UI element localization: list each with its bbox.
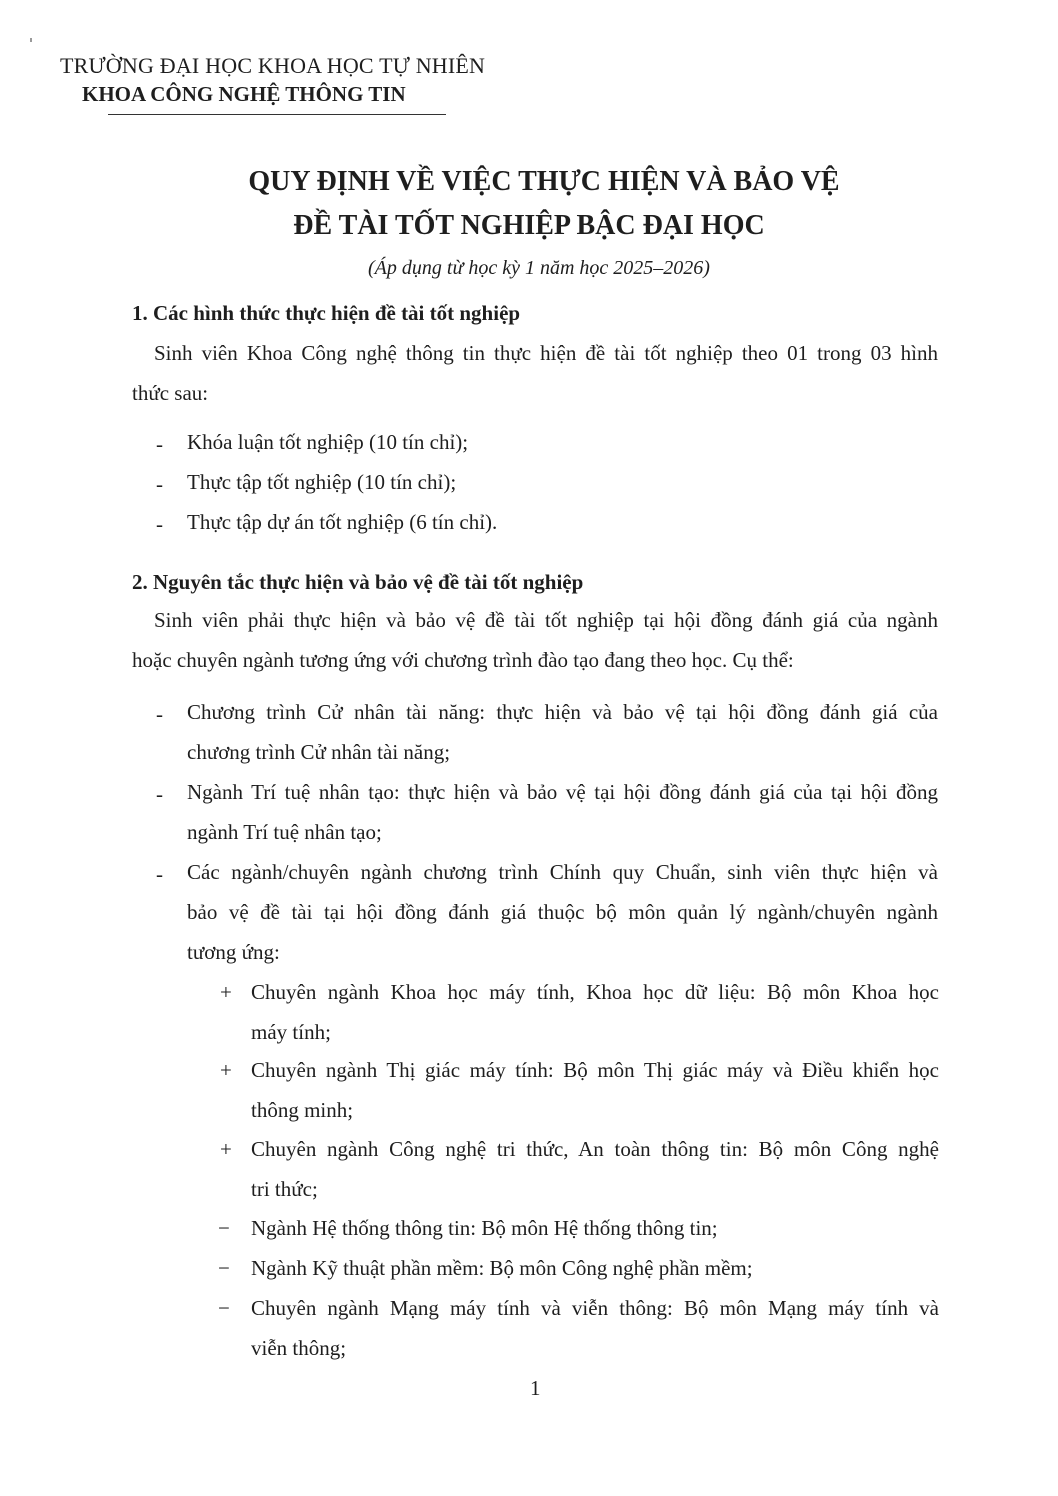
section-2-intro-line-1: Sinh viên phải thực hiện và bảo vệ đề tài tốt nghiệp tại hội đồng đánh giá của ngành (154, 608, 938, 632)
rule-item-talent-line-1: Chương trình Cử nhân tài năng: thực hiện và bảo vệ tại hội đồng đánh giá của (187, 700, 938, 724)
subitem-cs-ds-line-2: máy tính; (251, 1020, 331, 1044)
section-1-heading: 1. Các hình thức thực hiện đề tài tốt nghiệp (132, 301, 521, 325)
bullet-marker: - (156, 782, 163, 806)
form-item-internship: Thực tập tốt nghiệp (10 tín chỉ); (187, 470, 457, 494)
rule-item-ai-line-2: ngành Trí tuệ nhân tạo; (187, 820, 382, 844)
plus-marker: + (220, 980, 232, 1004)
scan-artifact (30, 38, 32, 42)
subitem-cv-line-2: thông minh; (251, 1098, 354, 1122)
minus-marker: − (218, 1256, 230, 1280)
subitem-networking-line-1: Chuyên ngành Mạng máy tính và viễn thông: Bộ môn Mạng máy tính và (251, 1296, 939, 1320)
rule-item-standard-line-2: bảo vệ đề tài tại hội đồng đánh giá thuộc bộ môn quản lý ngành/chuyên ngành (187, 900, 938, 924)
faculty-name: KHOA CÔNG NGHỆ THÔNG TIN (82, 82, 406, 106)
subitem-software-engineering: Ngành Kỹ thuật phần mềm: Bộ môn Công nghệ phần mềm; (251, 1256, 753, 1280)
title-line-2: ĐỀ TÀI TỐT NGHIỆP BẬC ĐẠI HỌC (293, 210, 765, 241)
form-item-project-internship: Thực tập dự án tốt nghiệp (6 tín chỉ). (187, 510, 498, 534)
rule-item-standard-line-1: Các ngành/chuyên ngành chương trình Chính quy Chuẩn, sinh viên thực hiện và (187, 860, 938, 884)
form-item-thesis: Khóa luận tốt nghiệp (10 tín chỉ); (187, 430, 469, 454)
bullet-marker: - (156, 702, 163, 726)
title-line-1: QUY ĐỊNH VỀ VIỆC THỰC HIỆN VÀ BẢO VỆ (248, 166, 840, 197)
section-2-intro-line-2: hoặc chuyên ngành tương ứng với chương trình đào tạo đang theo học. Cụ thể: (132, 648, 794, 672)
subitem-information-systems: Ngành Hệ thống thông tin: Bộ môn Hệ thống thông tin; (251, 1216, 718, 1240)
rule-item-talent-line-2: chương trình Cử nhân tài năng; (187, 740, 451, 764)
bullet-marker: - (156, 512, 163, 536)
document-title (0, 160, 1058, 284)
bullet-marker: - (156, 472, 163, 496)
university-name: TRƯỜNG ĐẠI HỌC KHOA HỌC TỰ NHIÊN (60, 53, 486, 78)
subitem-cv-line-1: Chuyên ngành Thị giác máy tính: Bộ môn Thị giác máy và Điều khiển học (251, 1058, 939, 1082)
plus-marker: + (220, 1137, 232, 1161)
minus-marker: − (218, 1216, 230, 1240)
header-divider (108, 114, 446, 115)
page-number: 1 (530, 1376, 541, 1400)
section-1-intro-line-2: thức sau: (132, 381, 209, 405)
applied-note: (Áp dụng từ học kỳ 1 năm học 2025–2026) (368, 257, 710, 279)
section-2-heading: 2. Nguyên tắc thực hiện và bảo vệ đề tài tốt nghiệp (132, 570, 584, 594)
rule-item-ai-line-1: Ngành Trí tuệ nhân tạo: thực hiện và bảo vệ tại hội đồng đánh giá của tại hội đồng (187, 780, 938, 804)
plus-marker: + (220, 1058, 232, 1082)
document-header (60, 52, 500, 108)
rule-item-standard-line-3: tương ứng: (187, 940, 280, 964)
subitem-cs-ds-line-1: Chuyên ngành Khoa học máy tính, Khoa học dữ liệu: Bộ môn Khoa học (251, 980, 939, 1004)
subitem-networking-line-2: viễn thông; (251, 1336, 347, 1360)
section-1-intro-line-1: Sinh viên Khoa Công nghệ thông tin thực hiện đề tài tốt nghiệp theo 01 trong 03 hình (154, 341, 938, 365)
minus-marker: − (218, 1296, 230, 1320)
subitem-ke-is-line-1: Chuyên ngành Công nghệ tri thức, An toàn thông tin: Bộ môn Công nghệ (251, 1137, 939, 1161)
bullet-marker: - (156, 432, 163, 456)
subitem-ke-is-line-2: tri thức; (251, 1177, 318, 1201)
bullet-marker: - (156, 862, 163, 886)
